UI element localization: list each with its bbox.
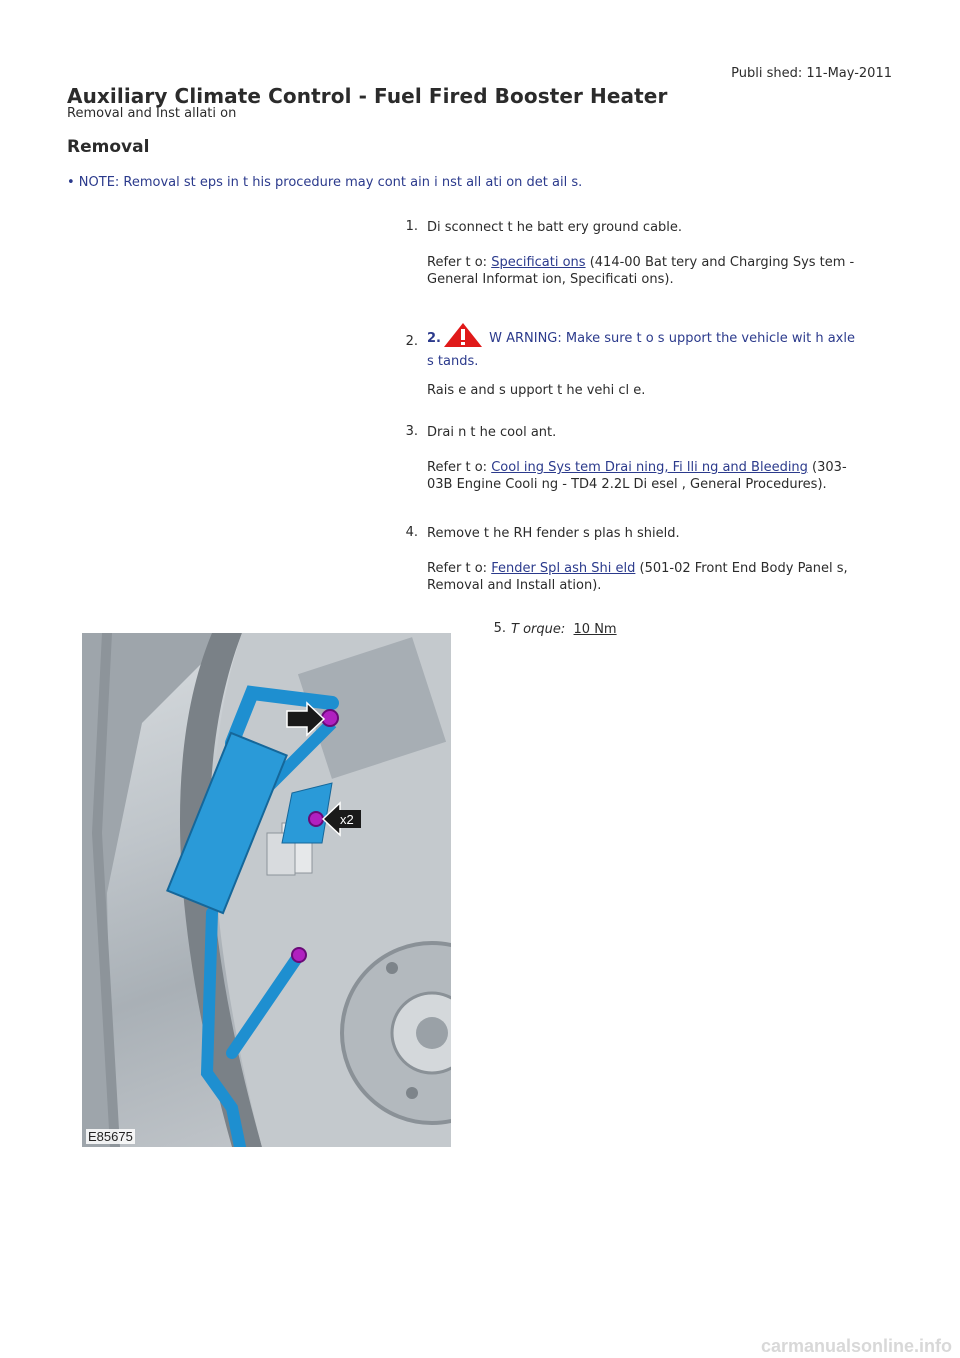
torque-value: 10 Nm	[573, 622, 617, 637]
step-5	[511, 621, 711, 638]
component-illustration	[82, 633, 451, 1147]
step-2	[427, 322, 857, 399]
specifications-link[interactable]: Specificati ons	[491, 255, 586, 270]
refer-suffix: (501-02 Front End Body Panel s, Removal and Install ation).	[427, 561, 848, 593]
step-number: 4.	[405, 525, 418, 540]
step-4	[427, 525, 857, 594]
page-title: Auxiliary Climate Control - Fuel Fired Booster Heater	[67, 84, 668, 108]
step-1	[427, 219, 857, 288]
step-number: 3.	[405, 424, 418, 439]
step-number: 2.	[405, 334, 418, 349]
step-3	[427, 424, 857, 493]
step-number: 5.	[493, 621, 506, 636]
page-subtitle: Removal and Inst allati on	[67, 106, 237, 121]
step-reference	[427, 459, 857, 493]
step-instruction: Drai n t he cool ant.	[427, 425, 557, 440]
refer-suffix: (414-00 Bat tery and Charging Sys tem - General Informat ion, Specificati ons).	[427, 255, 855, 287]
step-reference	[427, 560, 857, 594]
refer-label: Refer t o:	[427, 255, 492, 270]
step-instruction: Remove t he RH fender s plas h shield.	[427, 526, 680, 541]
section-title: Removal	[67, 137, 150, 157]
refer-label: Refer t o:	[427, 561, 492, 576]
step-instruction: Di sconnect t he batt ery ground cable.	[427, 220, 683, 235]
refer-label: Refer t o:	[427, 460, 492, 475]
warning-number: 2.	[427, 331, 441, 346]
figure-caption: E85675	[88, 1129, 133, 1144]
step-instruction: Rais e and s upport t he vehi cl e.	[427, 383, 646, 398]
cooling-system-link[interactable]: Cool ing Sys tem Drai ning, Fi lli ng and Bleeding	[491, 460, 808, 475]
watermark: carmanualsonline.info	[760, 1336, 952, 1356]
refer-suffix: (303-03B Engine Cooli ng - TD4 2.2L Di esel , General Procedures).	[427, 460, 847, 492]
warning-text	[427, 322, 857, 370]
torque-label: T orque:	[511, 622, 566, 637]
step-number: 1.	[405, 219, 418, 234]
note-text: • NOTE: Removal st eps in t his procedure may cont ain i nst all ati on det ail s.	[67, 175, 583, 190]
step-reference	[427, 254, 857, 288]
published-date: Publi shed: 11-May-2011	[731, 66, 892, 81]
fender-splash-shield-link[interactable]: Fender Spl ash Shi eld	[491, 561, 636, 576]
callout-label: x2	[340, 812, 354, 827]
warning-icon	[443, 322, 483, 353]
heater-pipe-diagram	[82, 633, 451, 1147]
warning-message: W ARNING: Make sure t o s upport the vehicle wit h axle s tands.	[427, 331, 855, 369]
